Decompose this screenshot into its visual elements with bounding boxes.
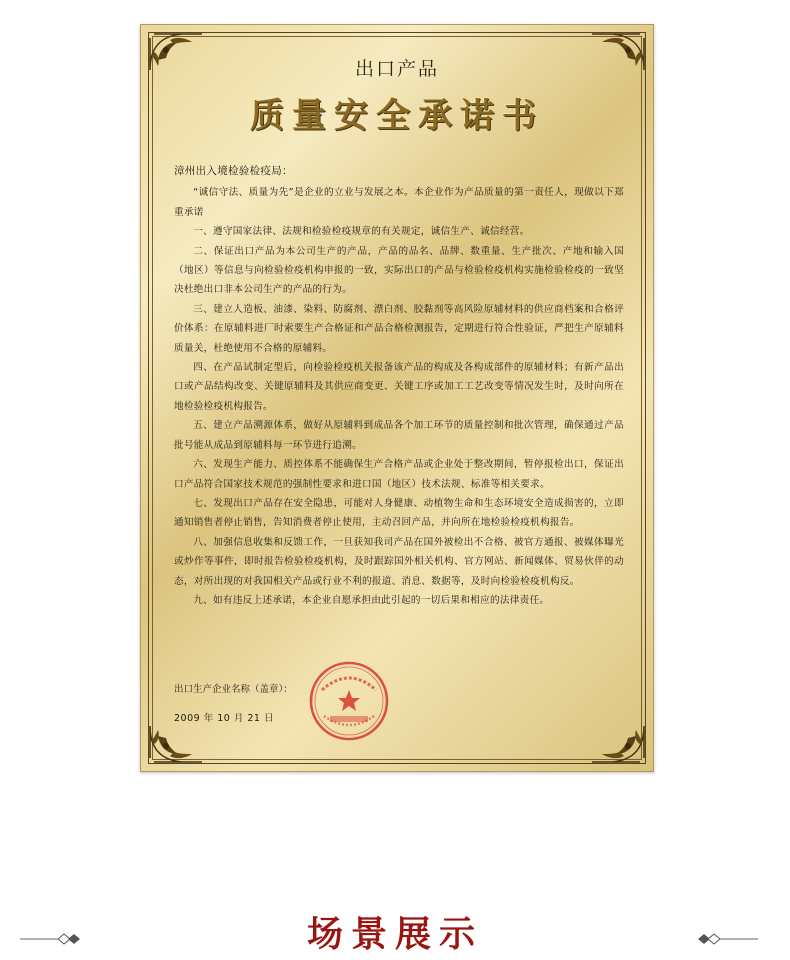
commitment-item: 四、在产品试制定型后，向检验检疫机关报备该产品的构成及各构成部件的原辅材料；有新产品出口或产品结构改变、关键原辅料及其供应商变更、关键工序或加工工艺改变等情况发生时，及时向所在地检验检疫机构报告。	[174, 362, 624, 412]
certificate-body	[174, 162, 624, 610]
certificate-title: 质量安全承诺书	[250, 96, 544, 136]
commitment-item: 一、遵守国家法律、法规和检验检疫规章的有关规定，诚信生产、诚信经营。	[193, 226, 530, 238]
commitment-item: 九、如有违反上述承诺，本企业自愿承担由此引起的一切后果和相应的法律责任。	[193, 594, 550, 606]
issue-date: 2009 年 10 月 21 日	[174, 713, 274, 724]
commitment-item: 二、保证出口产品为本公司生产的产品，产品的品名、品牌、数重量、生产批次、产地和输入国（地区）等信息与向检验检疫机构申报的一致，实际出口的产品与检验检疫机构实施检验检疫的一致坚决杜绝出口非本公司生产的产品的行为。	[174, 245, 624, 296]
corner-ornament-bottom-left	[146, 722, 206, 766]
intro-paragraph: “诚信守法、质量为先”是企业的立业与发展之本。本企业作为产品质量的第一责任人，现做以下郑重承诺	[174, 187, 624, 218]
commitment-item: 三、建立人造板、油漆、染料、防腐剂、漂白剂、胶黏剂等高风险原辅材料的供应商档案和合格评价体系：在原辅料进厂时索要生产合格证和产品合格检测报告，定期进行符合性验证，严把生产原辅料质量关，杜绝使用不合格的原辅料。	[174, 303, 624, 354]
certificate-subtitle: 出口产品	[354, 58, 439, 80]
commitment-item: 七、发现出口产品存在安全隐患，可能对人身健康、动植物生命和生态环境安全造成损害的，立即通知销售者停止销售，告知消费者停止使用，主动召回产品，并向所在地检验检疫机构报告。	[174, 497, 624, 529]
scene-heading-text: 场景展示	[306, 913, 483, 955]
signature-label: 出口生产企业名称（盖章）：	[174, 684, 293, 695]
company-seal-stamp	[308, 660, 390, 742]
scene-section-heading	[0, 906, 790, 957]
addressee: 漳州出入境检验检疫局：	[174, 165, 293, 177]
corner-ornament-bottom-right	[588, 722, 648, 766]
commitment-item: 六、发现生产能力、质控体系不能确保生产合格产品或企业处于整改期间，暂停报检出口，保证出口产品符合国家技术规范的强制性要求和进口国（地区）技术法规、标准等相关要求。	[174, 459, 624, 490]
commitment-item: 五、建立产品溯源体系，做好从原辅料到成品各个加工环节的质量控制和批次管理，确保通过产品批号能从成品到原辅料每一环节进行追溯。	[174, 420, 624, 451]
commitment-item: 八、加强信息收集和反馈工作，一旦获知我司产品在国外被检出不合格、被官方通报、被媒体曝光或炒作等事件，即时报告检验检疫机构，及时跟踪国外相关机构、官方网站、新闻媒体、贸易伙伴的动态，对所出现的对我国相关产品或行业不利的报道、消息、数据等，及时向检验检疫机构反。	[174, 536, 624, 587]
certificate-plaque	[140, 24, 654, 772]
